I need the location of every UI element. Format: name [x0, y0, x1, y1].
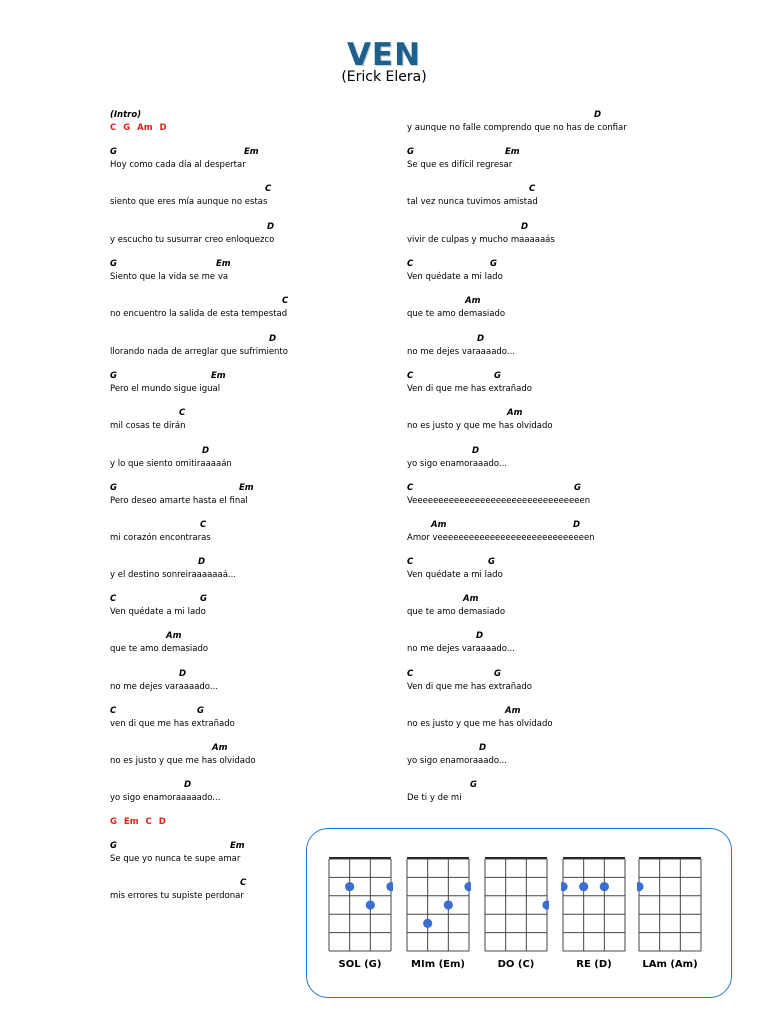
chord-line [407, 669, 727, 680]
fretboard-grid [327, 853, 393, 953]
lyric-line: no me dejes varaaaado... [407, 347, 515, 357]
chord-symbol: G [488, 557, 495, 567]
lyric-line: y aunque no falle comprendo que no has de confiar [407, 123, 627, 133]
chord-symbol: Em [505, 147, 520, 157]
lyric-line: y lo que siento omitiraaaaán [110, 459, 232, 469]
chord-symbol: Em [244, 147, 259, 157]
chord-symbol: C [240, 878, 247, 888]
chord-symbol: C [179, 408, 186, 418]
chord-symbol: Am [507, 408, 523, 418]
chord-symbol: G [110, 147, 117, 157]
lyric-line: tal vez nunca tuvimos amistad [407, 197, 538, 207]
finger-dot [464, 882, 471, 891]
chord-symbol: D [479, 743, 487, 753]
lyric-line: Siento que la vida se me va [110, 272, 229, 282]
chord-line [110, 259, 400, 270]
lyric-line: no encuentro la salida de esta tempestad [110, 309, 288, 319]
chord-symbol: D [477, 334, 485, 344]
chord-symbol: G [470, 780, 477, 790]
lyric-line: que te amo demasiado [407, 607, 506, 617]
lyric-line: Se que es difícil regresar [407, 160, 513, 170]
lyric-line: Pero el mundo sigue igual [110, 384, 221, 394]
chord-line [110, 296, 400, 307]
chord-line [407, 631, 727, 642]
lyric-line: no me dejes varaaaado... [110, 682, 218, 692]
finger-dot [579, 882, 588, 891]
lyric-line: no me dejes varaaaado... [407, 644, 515, 654]
chord-symbol: G [110, 483, 117, 493]
chord-symbol: G [110, 841, 117, 851]
chord-symbol: G [110, 371, 117, 381]
chord-line [110, 446, 400, 457]
finger-dot [637, 882, 644, 891]
chord-diagram-label: RE (D) [576, 959, 612, 970]
chord-line [110, 520, 400, 531]
chord-line [407, 743, 727, 754]
chord-line [110, 631, 400, 642]
finger-dot [386, 882, 393, 891]
chord-line [407, 594, 727, 605]
chord-symbol: D [472, 446, 480, 456]
lyric-line: no es justo y que me has olvidado [407, 421, 553, 431]
fretboard-grid [483, 853, 549, 953]
lyric-line: llorando nada de arreglar que sufrimiento [110, 347, 288, 357]
lyric-line: siento que eres mía aunque no estas [110, 197, 268, 207]
lyric-line: mi corazón encontraras [110, 533, 211, 543]
lyric-line: Hoy como cada día al despertar [110, 160, 246, 170]
lyric-line: De ti y de mi [407, 793, 462, 803]
chord-line [407, 706, 727, 717]
chord-symbol: C [407, 371, 414, 381]
chord-line [407, 147, 727, 158]
chord-symbol: C [200, 520, 207, 530]
chord-symbol: Em [239, 483, 254, 493]
chord-symbol: C [407, 259, 414, 269]
chord-symbol: G [494, 669, 501, 679]
song-artist: (Erick Elera) [341, 69, 427, 85]
finger-dot [561, 882, 568, 891]
song-title: VEN [346, 37, 422, 73]
chord-line [110, 780, 400, 791]
chord-diagram-label: SOL (G) [338, 959, 382, 970]
chord-line [110, 669, 400, 680]
finger-dot [423, 919, 432, 928]
chord-line [407, 557, 727, 568]
chord-diagram-label: LAm (Am) [642, 959, 698, 970]
chord-line [407, 296, 727, 307]
chord-symbol: Em [211, 371, 226, 381]
lyric-line: mil cosas te dirán [110, 421, 186, 431]
chord-symbol: Em [216, 259, 231, 269]
chord-symbol: D [184, 780, 192, 790]
lyric-line: que te amo demasiado [110, 644, 209, 654]
lyric-line: Ven di que me has extrañado [407, 682, 532, 692]
fretboard-grid [405, 853, 471, 953]
lyric-line: yo sigo enamoraaaaado... [110, 793, 221, 803]
lyric-line: y escucho tu susurrar creo enloquezco [110, 235, 275, 245]
chord-line [407, 222, 727, 233]
fretboard-grid [561, 853, 627, 953]
chord-symbol: G [200, 594, 207, 604]
chord-symbol: Am [212, 743, 228, 753]
lyric-line: vivir de culpas y mucho maaaaaás [407, 235, 555, 245]
chord-symbol: Am [431, 520, 447, 530]
chord-line [110, 557, 400, 568]
lyric-line: Ven quédate a mi lado [110, 607, 206, 617]
chord-symbol: D [594, 110, 602, 120]
chord-line [407, 371, 727, 382]
intro-label: (Intro) [110, 110, 142, 120]
chord-symbol: Am [463, 594, 479, 604]
chord-symbol: Am [505, 706, 521, 716]
lyric-line: y el destino sonreiraaaaaaá... [110, 570, 237, 580]
lyric-line: mis errores tu supiste perdonar [110, 891, 244, 901]
finger-dot [345, 882, 354, 891]
chord-symbol: G [110, 259, 117, 269]
chord-line [110, 184, 400, 195]
intro-chords: C G Am D [110, 123, 167, 133]
chord-symbol: G [197, 706, 204, 716]
lyric-line: Ven quédate a mi lado [407, 570, 503, 580]
chord-symbol: C [407, 483, 414, 493]
chord-symbol: Em [230, 841, 245, 851]
finger-dot [444, 900, 453, 909]
lyric-line: ven di que me has extrañado [110, 719, 235, 729]
finger-dot [600, 882, 609, 891]
chord-line [110, 408, 400, 419]
chord-symbol: D [521, 222, 529, 232]
chord-line [110, 371, 400, 382]
chord-line [407, 334, 727, 345]
chord-symbol: C [407, 669, 414, 679]
chord-symbol: C [282, 296, 289, 306]
chord-line [407, 483, 727, 494]
chord-line [110, 147, 400, 158]
chord-symbol: C [407, 557, 414, 567]
fretboard-grid [637, 853, 703, 953]
chord-symbol: D [267, 222, 275, 232]
lyric-line: Amor veeeeeeeeeeeeeeeeeeeeeeeeeeeeen [407, 533, 595, 543]
chord-line [407, 259, 727, 270]
interlude-chords: G Em C D [110, 817, 166, 827]
chord-diagram-label: MIm (Em) [411, 959, 465, 970]
chord-line [110, 483, 400, 494]
chord-line [407, 110, 727, 121]
chord-line [110, 706, 400, 717]
chord-line [110, 743, 400, 754]
chord-line [407, 520, 727, 531]
chord-symbol: Am [166, 631, 182, 641]
chord-symbol: C [529, 184, 536, 194]
chord-symbol: D [179, 669, 187, 679]
chord-diagram-label: DO (C) [497, 959, 535, 970]
chord-line [407, 408, 727, 419]
lyric-line: yo sigo enamoraaado... [407, 756, 507, 766]
finger-dot [542, 900, 549, 909]
chord-line [407, 780, 727, 791]
chord-symbol: C [110, 594, 117, 604]
finger-dot [366, 900, 375, 909]
chord-symbol: D [269, 334, 277, 344]
lyric-line: Veeeeeeeeeeeeeeeeeeeeeeeeeeeeeeeeen [407, 496, 591, 506]
chord-symbol: G [490, 259, 497, 269]
chord-line [407, 184, 727, 195]
lyric-line: Se que yo nunca te supe amar [110, 854, 241, 864]
chord-line [110, 334, 400, 345]
chord-symbol: C [110, 706, 117, 716]
chord-symbol: G [574, 483, 581, 493]
lyric-line: yo sigo enamoraaado... [407, 459, 507, 469]
chord-symbol: C [265, 184, 272, 194]
chord-line [110, 594, 400, 605]
chord-line [110, 222, 400, 233]
chord-symbol: G [494, 371, 501, 381]
chord-symbol: D [202, 446, 210, 456]
chord-symbol: D [573, 520, 581, 530]
chord-symbol: G [407, 147, 414, 157]
lyric-line: Ven di que me has extrañado [407, 384, 532, 394]
lyric-line: Ven quédate a mi lado [407, 272, 503, 282]
lyric-line: que te amo demasiado [407, 309, 506, 319]
chord-line [407, 446, 727, 457]
chord-symbol: D [198, 557, 206, 567]
lyric-line: Pero deseo amarte hasta el final [110, 496, 248, 506]
lyric-line: no es justo y que me has olvidado [407, 719, 553, 729]
chord-diagrams-box [306, 828, 732, 998]
lyric-line: no es justo y que me has olvidado [110, 756, 256, 766]
chord-symbol: D [476, 631, 484, 641]
chord-symbol: Am [465, 296, 481, 306]
